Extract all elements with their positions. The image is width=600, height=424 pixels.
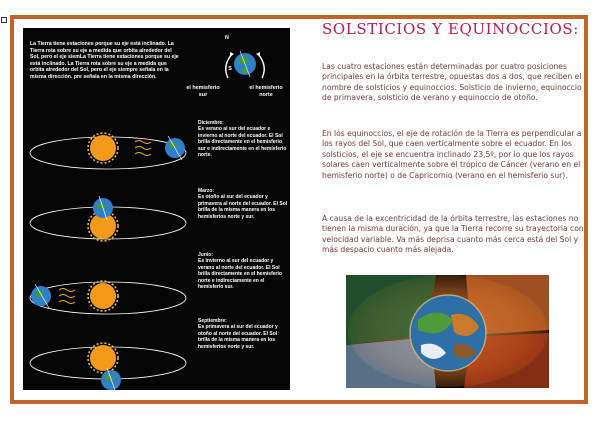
season-body: Es verano al sur del ecuador e invierno al norte del ecuador. El Sol brilla directamente en el hemisferio sur e indirectamente en el hemisferio norte. — [198, 126, 287, 159]
season-body: Es primavera al sur del ecuador y otoño al norte del ecuador. El Sol brilla de la misma manera en los hemisferios norte y sur. — [198, 324, 278, 350]
intro-text: La Tierra tiene estaciones porque su eje está inclinado. La Tierra rota sobre su eje a medida que orbita alrededor del Sol, pero el eje siemLa Tierra tiene estaciones porque su eje está inclinado. La Tierra rota sobre su eje a medida que orbita alrededor del Sol, pero el eje siempre señala en la misma dirección. pre señala en la misma dirección. — [30, 41, 179, 80]
four-seasons-earth-image — [346, 275, 549, 388]
season-june — [198, 252, 288, 290]
corner-marker — [1, 17, 7, 23]
season-december — [198, 120, 288, 158]
paragraph-equinox: En los equinoccios, el eje de rotación de la Tierra es perpendicular a los rayos del Sol, que caen verticalmente sobre el ecuador. En los solsticios, el eje se encuentra inclinado 23,5º, por lo que los rayos solares caen verticalmente sobre el trópico de Cáncer (verano en el hemisferio norte) o de Capricornio (verano en el hemisferio sur). — [322, 129, 582, 180]
season-title: Diciembre: — [198, 120, 224, 126]
season-body: Es otoño al sur del ecuador y primavera al norte del ecuador. El Sol brilla de la misma manera en los hemisferios norte y sur. — [198, 194, 288, 220]
season-september — [198, 318, 288, 350]
seasons-infographic — [23, 28, 290, 390]
season-title: Junio: — [198, 252, 213, 258]
sun-icon — [90, 283, 116, 309]
season-body: Es invierno al sur del ecuador y verano al norte del ecuador. El Sol brilla directamente en el hemisferio norte e indirectamente en el hemisferio sur. — [198, 258, 282, 291]
season-march — [198, 188, 288, 220]
south-marker: S — [228, 66, 232, 72]
paragraph-eccentricity: A causa de la excentricidad de la órbita terrestre, las estaciones no tienen la misma duración, ya que la Tierra recorre su trayectoria con velocidad variable. Va más deprisa cuanto más cerca está del Sol y más despacio cuanto más alejada. — [322, 214, 584, 255]
page-title: SOLSTICIOS Y EQUINOCCIOS: — [322, 20, 579, 38]
orbit-diagram — [23, 118, 198, 390]
season-title: Septiembre: — [198, 318, 227, 324]
sun-icon — [90, 135, 116, 161]
sun-icon — [90, 345, 116, 371]
north-marker: N — [225, 35, 229, 41]
paragraph-intro: Las cuatro estaciones están determinadas por cuatro posiciones principales en la órbita terrestre, opuestas dos a dos, que reciben el nombre de solsticios y equinoccios. Solsticio de invierno, equinoccio de primavera, solsticio de verano y equinoccio de otoño. — [322, 62, 582, 103]
season-title: Marzo: — [198, 188, 215, 194]
earth-seasons-illustration — [346, 275, 549, 388]
hemisphere-south-label: el hemisferio sur — [186, 85, 220, 98]
hemisphere-north-label: el hemisferio norte — [249, 85, 283, 98]
